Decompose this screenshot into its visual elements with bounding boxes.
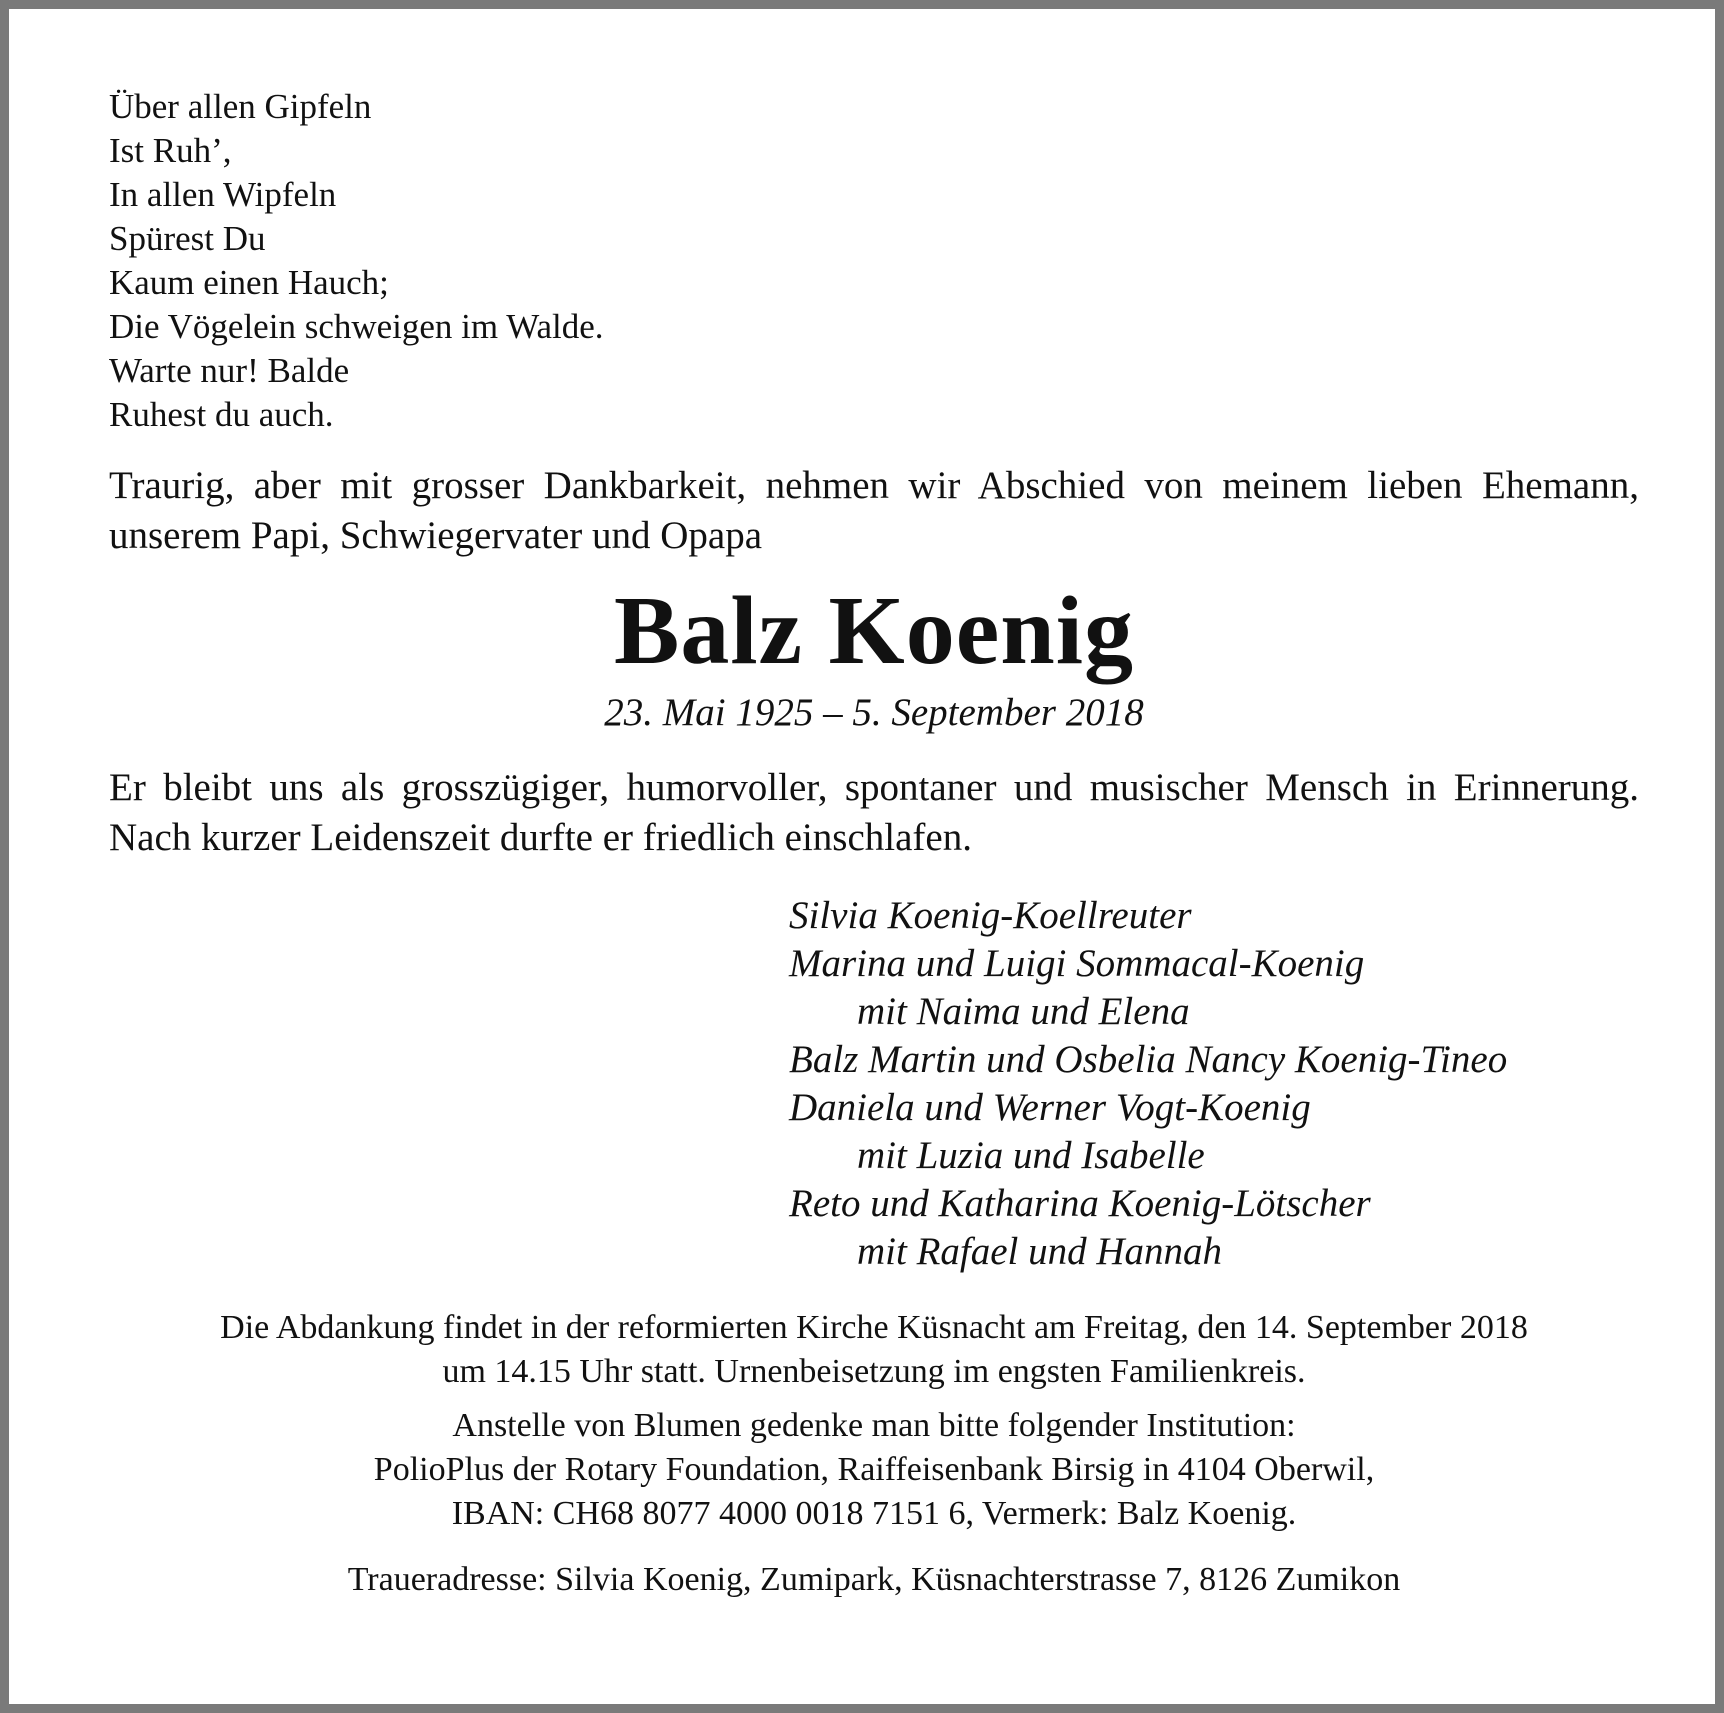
family-member: Marina und Luigi Sommacal-Koenig <box>789 942 1365 985</box>
family-member: Daniela und Werner Vogt-Koenig <box>789 1086 1311 1129</box>
life-dates: 23. Mai 1925 – 5. September 2018 <box>604 691 1144 734</box>
poem <box>109 85 1639 437</box>
poem-line: Warte nur! Balde <box>109 351 350 390</box>
family-member: Silvia Koenig-Koellreuter <box>789 894 1192 937</box>
poem-line: Ist Ruh’, <box>109 131 232 170</box>
deceased-name: Balz Koenig <box>613 577 1135 685</box>
family-member: Reto und Katharina Koenig-Lötscher <box>789 1182 1371 1225</box>
poem-line: Über allen Gipfeln <box>109 87 372 126</box>
poem-line: In allen Wipfeln <box>109 175 337 214</box>
family-children: mit Naima und Elena <box>857 990 1190 1033</box>
obituary-content <box>109 85 1639 1602</box>
poem-line: Ruhest du auch. <box>109 395 334 434</box>
poem-line: Kaum einen Hauch; <box>109 263 389 302</box>
donation-line: IBAN: CH68 8077 4000 0018 7151 6, Vermerk: Balz Koenig. <box>451 1495 1297 1532</box>
intro-text: Traurig, aber mit grosser Dankbarkeit, nehmen wir Abschied von meinem lieben Ehemann, unserem Papi, Schwiegervater und Opapa <box>109 464 1639 557</box>
donation-notice <box>109 1404 1639 1536</box>
poem-line: Die Vögelein schweigen im Walde. <box>109 307 604 346</box>
donation-line: PolioPlus der Rotary Foundation, Raiffeisenbank Birsig in 4104 Oberwil, <box>373 1451 1375 1488</box>
service-line: um 14.15 Uhr statt. Urnenbeisetzung im engsten Familienkreis. <box>442 1353 1306 1390</box>
service-line: Die Abdankung findet in der reformierten Kirche Küsnacht am Freitag, den 14. September 2018 <box>220 1309 1528 1346</box>
family-children: mit Rafael und Hannah <box>857 1230 1223 1273</box>
memory-text: Er bleibt uns als grosszügiger, humorvoller, spontaner und musischer Mensch in Erinnerung. Nach kurzer Leidenszeit durfte er friedlich einschlafen. <box>109 766 1639 859</box>
poem-line: Spürest Du <box>109 219 266 258</box>
family-member: Balz Martin und Osbelia Nancy Koenig-Tineo <box>789 1038 1508 1081</box>
mourning-address: Traueradresse: Silvia Koenig, Zumipark, Küsnachterstrasse 7, 8126 Zumikon <box>347 1561 1401 1598</box>
donation-line: Anstelle von Blumen gedenke man bitte folgender Institution: <box>452 1407 1296 1444</box>
service-notice <box>109 1306 1639 1394</box>
family-children: mit Luzia und Isabelle <box>857 1134 1205 1177</box>
family-signatures <box>789 892 1639 1276</box>
